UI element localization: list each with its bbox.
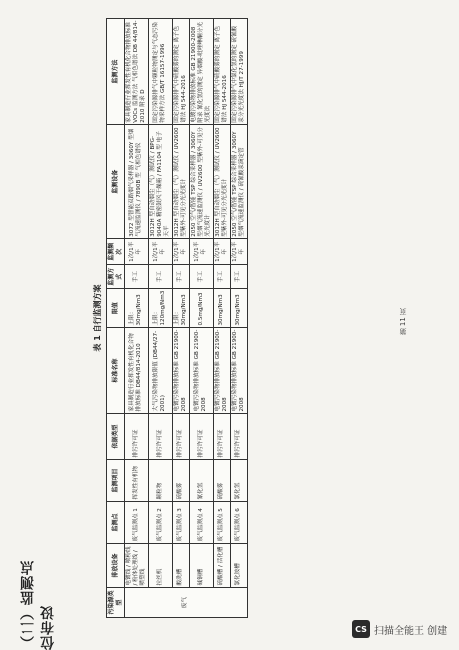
cell-device: 3012H 型自动烟尘（气）测试仪 / UV2600 型紫外-可见分光光度计 xyxy=(172,125,189,239)
header-freq: 监测频次 xyxy=(107,239,125,265)
header-method: 监测方式 xyxy=(107,265,125,289)
table-header-row xyxy=(107,19,125,618)
cell-method: 手工 xyxy=(125,265,149,289)
cell-method: 手工 xyxy=(230,265,247,289)
cell-basis: 排污许可证 xyxy=(230,414,247,460)
cell-device: 3012H 型自动烟尘（气）测试仪 / UV2600 型紫外-可见分光光度计 xyxy=(213,125,230,239)
table-title: 表 1 自行监测方案 xyxy=(93,284,102,352)
cell-freq: 1次/1半年 xyxy=(230,239,247,265)
category-cell: 废气 xyxy=(125,588,248,618)
cell-point: 废气监测点 4 xyxy=(189,502,213,544)
cell-item: 氰化氢 xyxy=(189,460,213,502)
table-row xyxy=(189,19,213,618)
section-heading: （二）监测点位布设 xyxy=(20,560,56,650)
table-row xyxy=(148,19,172,618)
cell-limit: 30mg/Nm3 xyxy=(213,289,230,328)
cell-basis: 排污许可证 xyxy=(125,414,149,460)
cell-analysis: 固定污染源排气中颗粒物测定与气态污染物采样方法 GB/T 16157-1996 xyxy=(148,19,172,125)
cell-limit: 上限：120mg/Nm3 xyxy=(148,289,172,328)
cell-limit: 0.5mg/Nm3 xyxy=(189,289,213,328)
cell-device: 3012H 型自动烟尘（气）测试仪 / BPG-9040A 精密鼓风干燥箱 / FA1104 型 电子天平 xyxy=(148,125,172,239)
cell-analysis: 固定污染源排气中硫酸雾的测定 离子色谱法 HJ 544-2016 xyxy=(213,19,230,125)
header-device: 监测设备 xyxy=(107,125,125,239)
cell-analysis: 家具制造行业挥发性有机化合物排放标准 VOCs 监测方法 气相色谱法 DB 44/814-2010 附录 D xyxy=(125,19,149,125)
cell-basis: 排污许可证 xyxy=(213,414,230,460)
cell-basis: 排污许可证 xyxy=(172,414,189,460)
header-limit: 限值 xyxy=(107,289,125,328)
cell-analysis: 固定污染源排气中氯化氢的测定 硫氰酸汞分光光度法 HJ/T 27-1999 xyxy=(230,19,247,125)
cell-point: 废气监测点 3 xyxy=(172,502,189,544)
camscanner-logo-icon: CS xyxy=(352,620,370,638)
cell-standard: 家具制造行业挥发性有机化合物排放标准 DB44/814-2010 xyxy=(125,328,149,414)
cell-standard: 电镀污染物排放标准 GB 21900-2008 xyxy=(172,328,189,414)
cell-freq: 1次/1半年 xyxy=(172,239,189,265)
cell-standard: 电镀污染物排放标准 GB 21900-2008 xyxy=(213,328,230,414)
header-analysis: 监测方法 xyxy=(107,19,125,125)
cell-equipment: 硫酸槽 / 活化槽 xyxy=(213,544,230,588)
cell-limit: 上限：30mg/Nm3 xyxy=(172,289,189,328)
cell-equipment: 电镀线 / 喷粉线 / 粉体处理线 / 喷塑线 xyxy=(125,544,149,588)
cell-item: 颗粒物 xyxy=(148,460,172,502)
cell-item: 硫酸雾 xyxy=(213,460,230,502)
watermark-text: 扫描全能王 创建 xyxy=(374,625,448,637)
cell-point: 废气监测点 1 xyxy=(125,502,149,544)
cell-standard: 大气污染物排放限值 (DB44/27-2001) xyxy=(148,328,172,414)
cell-limit: 30mg/Nm3 xyxy=(230,289,247,328)
monitoring-plan-table xyxy=(106,18,248,618)
cell-standard: 电镀污染物排放标准 GB 21900-2008 xyxy=(189,328,213,414)
table-row xyxy=(230,19,247,618)
cell-item: 氯化氢 xyxy=(230,460,247,502)
cell-analysis: 固定污染源排气中硫酸雾的测定 离子色谱法 HJ 544-2016 xyxy=(172,19,189,125)
scanner-watermark xyxy=(352,620,447,638)
cell-freq: 1次/1半年 xyxy=(213,239,230,265)
cell-equipment: 碱铜槽 xyxy=(189,544,213,588)
cell-equipment: 拉丝机 xyxy=(148,544,172,588)
cell-method: 手工 xyxy=(172,265,189,289)
cell-basis: 排污许可证 xyxy=(189,414,213,460)
cell-point: 废气监测点 6 xyxy=(230,502,247,544)
cell-equipment: 氯化铵槽 xyxy=(230,544,247,588)
cell-point: 废气监测点 5 xyxy=(213,502,230,544)
cell-method: 手工 xyxy=(213,265,230,289)
cell-point: 废气监测点 2 xyxy=(148,502,172,544)
cell-equipment: 酸洗槽 xyxy=(172,544,189,588)
cell-device: 3072 型智能双路烟气采样器 / 3060Y 型烟气流速监测仪 / 7890B 型 气相色谱仪 xyxy=(125,125,149,239)
cell-method: 手工 xyxy=(148,265,172,289)
rotated-table-block xyxy=(92,18,412,618)
cell-device: 2050 空气/智能 TSP 综合采样器 / 3060Y 型烟气流速监测仪 / UV2600 型紫外-可见分光光度计 xyxy=(189,125,213,239)
page-number: 第 11 页 xyxy=(399,308,407,336)
cell-item: 挥发性有机物 xyxy=(125,460,149,502)
header-basis: 依据类型 xyxy=(107,414,125,460)
cell-standard: 电镀污染物排放标准 GB 21900-2008 xyxy=(230,328,247,414)
header-point: 监测点 xyxy=(107,502,125,544)
cell-freq: 1次/1半年 xyxy=(125,239,149,265)
cell-device: 2050 空气/智能 TSP 综合采样器 / 3060Y 型烟气流速监测仪 / 硫氰酸汞滴定管 xyxy=(230,125,247,239)
cell-freq: 1次/1半年 xyxy=(148,239,172,265)
cell-basis: 排污许可证 xyxy=(148,414,172,460)
table-row xyxy=(172,19,189,618)
cell-analysis: 电镀污染物排放标准 GB 21900-2008 附录 氰化氢的测定 异烟酸-吡唑啉酮分光光度法 xyxy=(189,19,213,125)
cell-method: 手工 xyxy=(189,265,213,289)
header-item: 监测项目 xyxy=(107,460,125,502)
header-standard: 标准名称 xyxy=(107,328,125,414)
header-source-type: 污染源类型 xyxy=(107,588,125,618)
table-row xyxy=(213,19,230,618)
cell-freq: 1次/1半年 xyxy=(189,239,213,265)
cell-limit: 上限：30mg/Nm3 xyxy=(125,289,149,328)
header-equipment: 排放设备 xyxy=(107,544,125,588)
table-row xyxy=(125,19,149,618)
cell-item: 硫酸雾 xyxy=(172,460,189,502)
